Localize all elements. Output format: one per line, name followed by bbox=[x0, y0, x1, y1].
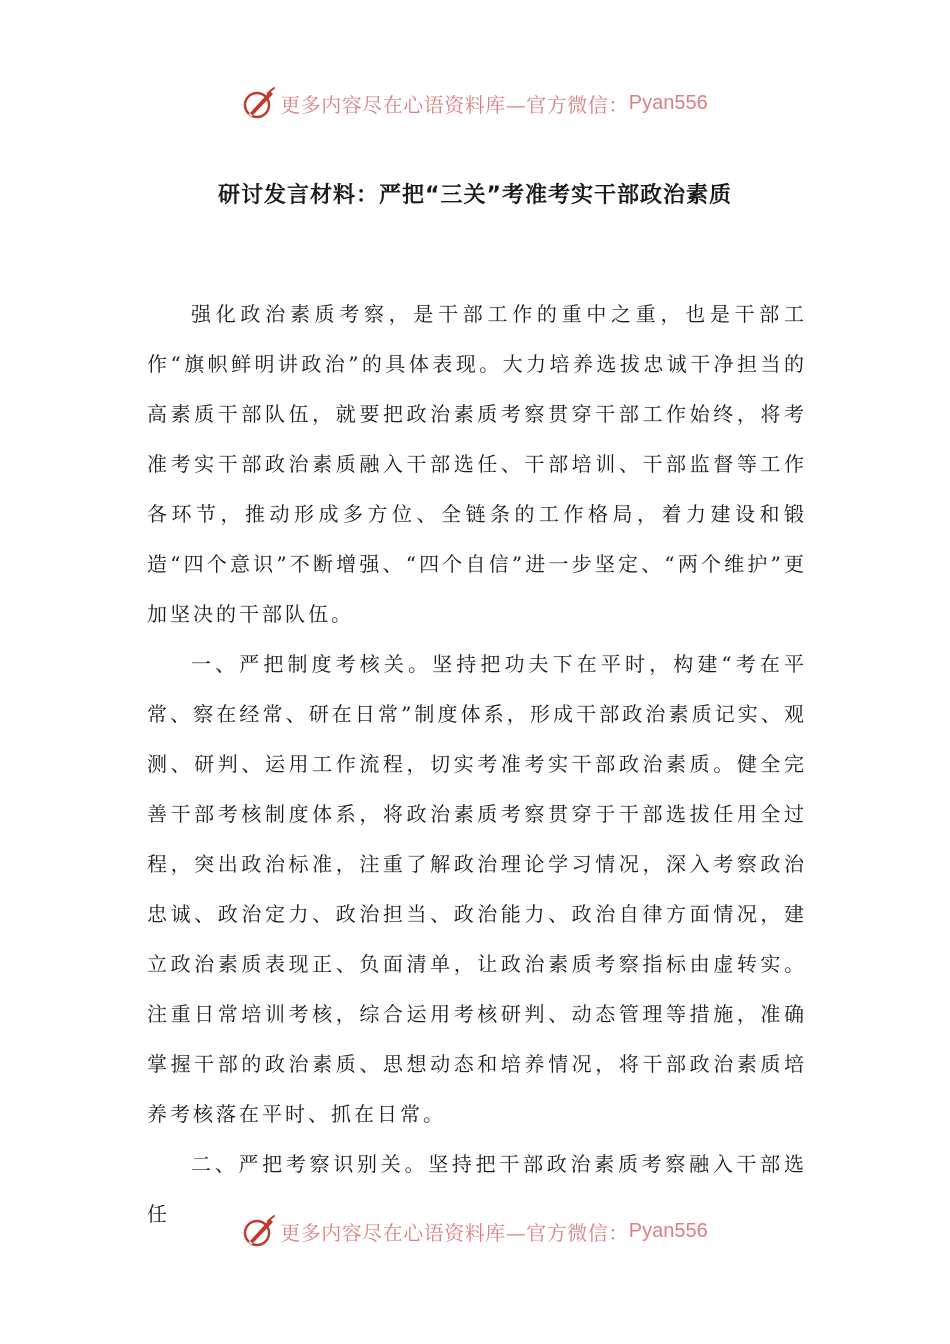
quill-pen-logo-icon bbox=[242, 86, 276, 120]
watermark-banner-bottom bbox=[0, 1211, 950, 1251]
document-body bbox=[147, 289, 807, 1239]
paragraph-section-2: 二、严把考察识别关。坚持把干部政治素质考察融入干部选任 bbox=[147, 1152, 807, 1226]
paragraph-intro: 强化政治素质考察，是干部工作的重中之重，也是干部工作“旗帜鲜明讲政治”的具体表现。大力培养选拔忠诚干净担当的高素质干部队伍，就要把政治素质考察贯穿干部工作始终，将考准考实干部政治素质融入干部选任、干部培训、干部监督等工作各环节，推动形成多方位、全链条的工作格局，着力建设和锻造“四个意识”不断增强、“四个自信”进一步坚定、“两个维护”更加坚决的干部队伍。 bbox=[147, 302, 807, 626]
watermark-text: 更多内容尽在心语资料库—官方微信： bbox=[280, 1220, 629, 1245]
paragraph-section-1: 一、严把制度考核关。坚持把功夫下在平时，构建“考在平常、察在经常、研在日常”制度体系，形成干部政治素质记实、观测、研判、运用工作流程，切实考准考实干部政治素质。健全完善干部考核制度体系，将政治素质考察贯穿于干部选拔任用全过程，突出政治标准，注重了解政治理论学习情况，深入考察政治忠诚、政治定力、政治担当、政治能力、政治自律方面情况，建立政治素质表现正、负面清单，让政治素质考察指标由虚转实。注重日常培训考核，综合运用考核研判、动态管理等措施，准确掌握干部的政治素质、思想动态和培养情况，将干部政治素质培养考核落在平时、抓在日常。 bbox=[147, 652, 807, 1126]
watermark-banner-top bbox=[0, 83, 950, 123]
watermark-text: 更多内容尽在心语资料库—官方微信： bbox=[280, 92, 629, 117]
quill-pen-logo-icon bbox=[242, 1214, 276, 1248]
wechat-id: Pyan556 bbox=[628, 1219, 708, 1242]
wechat-id: Pyan556 bbox=[628, 91, 708, 114]
document-title: 研讨发言材料：严把“三关”考准考实干部政治素质 bbox=[218, 183, 732, 208]
